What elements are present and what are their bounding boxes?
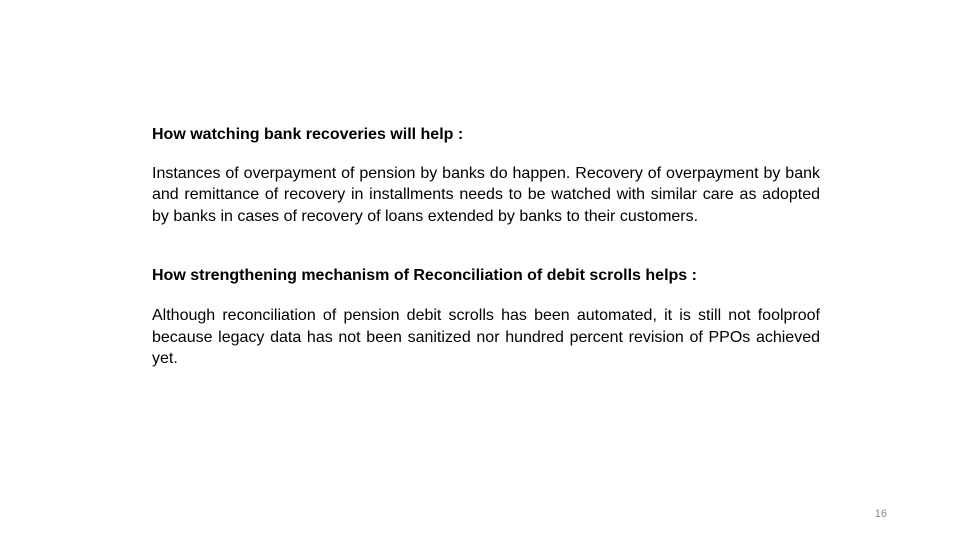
page-number: 16 bbox=[874, 508, 887, 520]
section-body-reconciliation: Although reconciliation of pension debit scrolls has been automated, it is still not foolproof because legacy data has not been sanitized nor hundred percent revision of PPOs achieved yet. bbox=[152, 306, 820, 368]
slide-content bbox=[152, 124, 820, 370]
section-heading-bank-recoveries: How watching bank recoveries will help : bbox=[152, 126, 464, 143]
section-heading-reconciliation: How strengthening mechanism of Reconciliation of debit scrolls helps : bbox=[152, 267, 697, 285]
section-body-bank-recoveries: Instances of overpayment of pension by banks do happen. Recovery of overpayment by bank and remittance of recovery in installments needs to be watched with similar care as adopted by banks in cases of recovery of loans extended by banks to their customers. bbox=[152, 164, 820, 225]
